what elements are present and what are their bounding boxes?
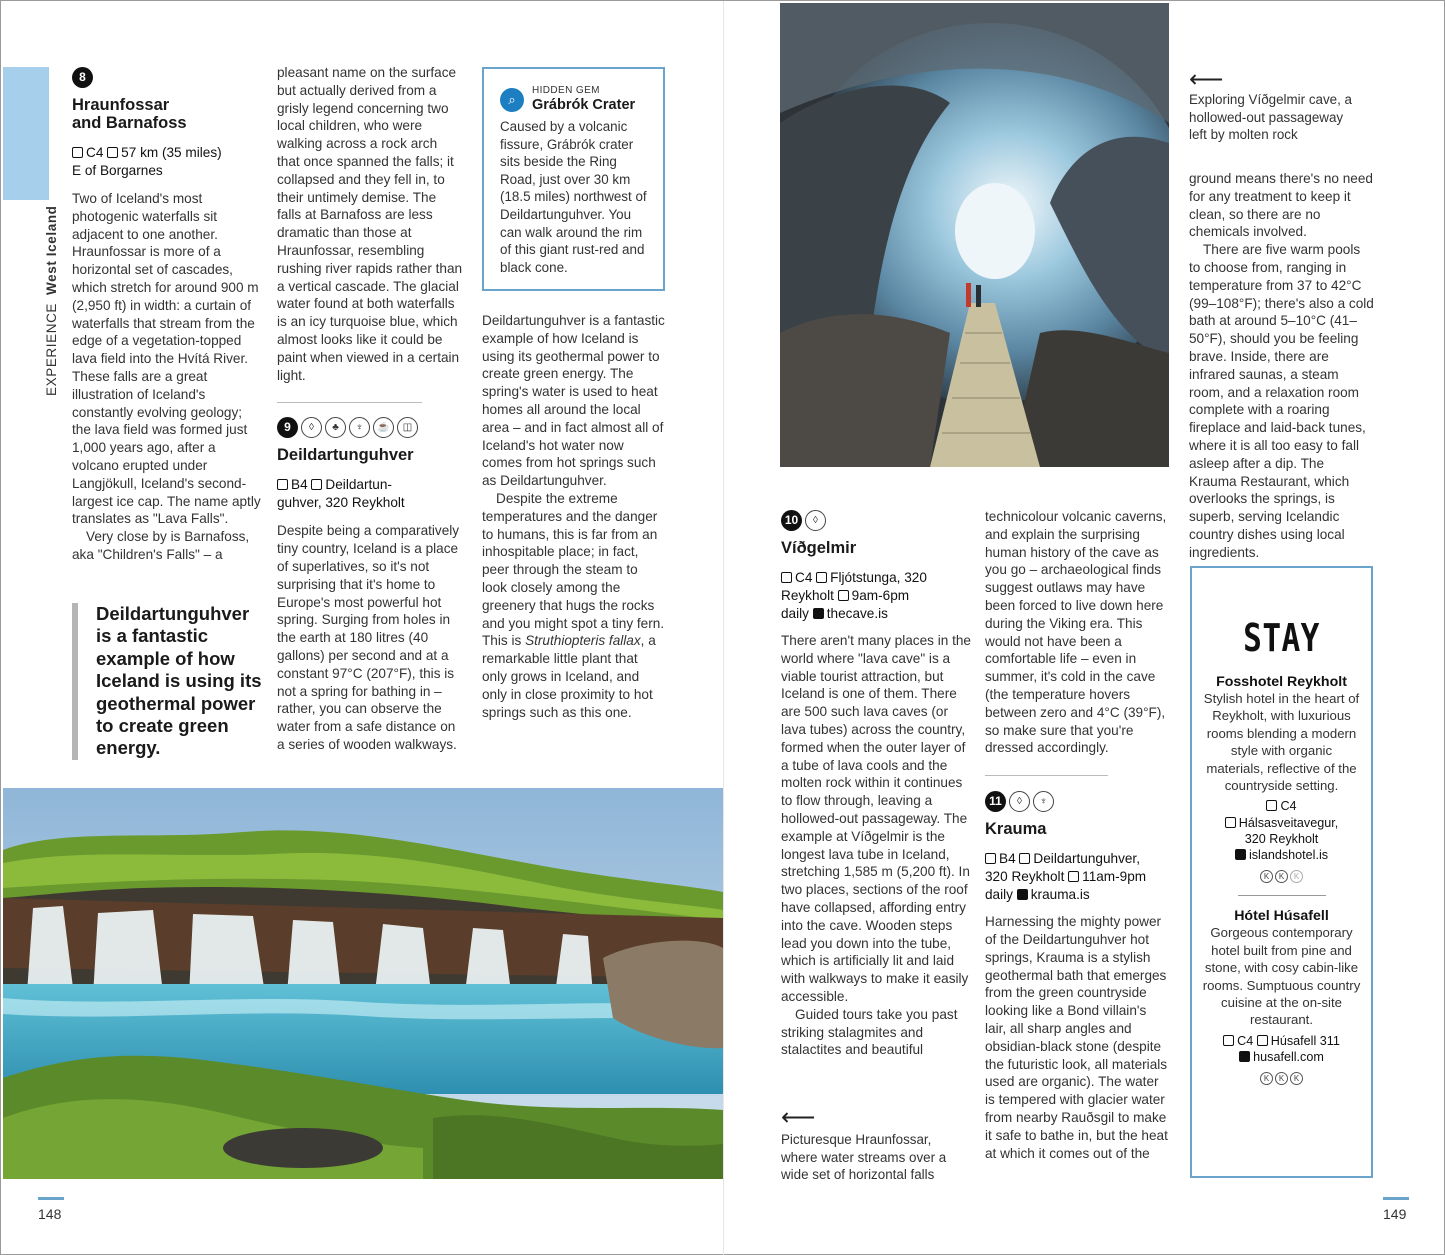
entry-body-vidgelmir: There aren't many places in the world where "lava cave" is a viable tourist attraction, but Iceland is one of them. There are 500 such lava caves (or lava tubes) across the country, formed when the outer layer of a tube of lava cools and the molten rock within it continues to flow through, leaving a hollowed-out passageway. The example at Víðgelmir is the longest lava tube in Iceland, stretching 1,585 m (5,200 ft). In two places, sections of the roof have collapsed, affording entry into the cave. Wooden steps lead you down into the tube, which is artificially lit and laid with walkways to make it easily accessible. Guided tours take you past striking stalagmites and stalactites and beautiful [781, 633, 971, 1058]
column-vidgelmir [781, 510, 971, 1059]
entry-header-vidgelmir [781, 510, 971, 531]
waterfall-caption: ⟵ Picturesque Hraunfossar, where water streams over a wide set of horizontal falls [781, 1107, 961, 1184]
arrow-left-icon: ⟵ [1189, 65, 1224, 93]
hidden-gem-label: HIDDEN GEM [532, 85, 600, 96]
entry-header-deildartunguhver [277, 417, 463, 438]
page-number-bar [1383, 1197, 1409, 1200]
hotel-info: C4 Húsafell 311 husafell.com K K K [1192, 1033, 1371, 1086]
spa-icon: ◊ [1009, 791, 1030, 812]
entry-body-deildartunguhver-3: Despite the extreme temperatures and the danger to humans, this is far from an inhospitable place; in fact, peer through the steam to look closely among the greenery that hugs the rocks and you might spot a tiny fern. This is Struthiopteris fallax, a remarkable little plant that only grows in Iceland, and only in close proximity to hot springs such as this one. [482, 490, 665, 720]
column-2 [277, 64, 463, 754]
pull-quote: Deildartunguhver is a fantastic example of how Iceland is using its geothermal power to create green energy. [72, 603, 262, 760]
section-rule [985, 775, 1108, 776]
shop-icon: ◫ [397, 417, 418, 438]
entry-body-deildartunguhver-2: Deildartunguhver is a fantastic example of how Iceland is using its geothermal power to create green energy. The spring's water is used to heat homes all around the local area – and in fact almost all of Iceland's hot water now comes from hot springs such as Deildartunguhver. [482, 313, 665, 489]
hidden-gem-box [482, 67, 665, 291]
map-icon [781, 572, 792, 583]
map-icon [1223, 1035, 1234, 1046]
website-icon [813, 608, 824, 619]
hot-spring-icon: ◊ [301, 417, 322, 438]
hotel-description: Stylish hotel in the heart of Reykholt, with luxurious rooms blending a modern style with organic materials, reflective of the countryside setting. [1203, 691, 1360, 794]
website-icon [1017, 889, 1028, 900]
page-number-right: 149 [1383, 1197, 1409, 1222]
hraunfossar-photo [3, 788, 723, 1179]
cafe-icon: ☕ [373, 417, 394, 438]
price-rating: K K K [1192, 1069, 1371, 1085]
vidgelmir-cave-photo [780, 3, 1169, 467]
chapter-label-main: EXPERIENCE [44, 302, 59, 396]
restaurant-icon: ♆ [1033, 791, 1054, 812]
website-icon [1239, 1051, 1250, 1062]
stay-box [1190, 566, 1373, 1178]
stay-divider [1238, 895, 1326, 896]
restaurant-icon: ♆ [349, 417, 370, 438]
address-icon [816, 572, 827, 583]
hotel-description: Gorgeous contemporary hotel built from pine and stone, with cosy cabin-like rooms. Sumptuous country cuisine at the on-site restaurant. [1202, 925, 1361, 1028]
nature-icon: ♣ [325, 417, 346, 438]
page-number-bar [38, 1197, 64, 1200]
website-icon [1235, 849, 1246, 860]
hidden-gem-title: Grábrók Crater [532, 97, 636, 113]
cave-caption: ⟵ Exploring Víðgelmir cave, a hollowed-out passageway left by molten rock [1189, 69, 1364, 144]
entry-body-vidgelmir-continued: technicolour volcanic caverns, and explain the surprising human history of the cave as you go – archaeological finds suggest outlaws may have been forced to live down here during the Viking era. This would not have been a comfortable life – even in summer, it's cold in the cave (the temperature hovers between zero and 4°C (39°F), so make sure that you're dressed accordingly. [985, 509, 1167, 756]
address-icon [1225, 817, 1236, 828]
entry-number-10: 10 [781, 510, 802, 531]
chapter-label [44, 205, 59, 396]
map-icon [985, 853, 996, 864]
entry-number-8: 8 [72, 67, 93, 88]
column-krauma [985, 508, 1171, 1162]
column-krauma-continued: ground means there's no need for any treatment to keep it clean, so there are no chemicals involved. There are five warm pools to choose from, ranging in temperature from 37 to 42°C (99–108°F); there's also a cold bath at around 5–10°C (41–50°F), should you be feeling brave. Inside, there are infrared saunas, a steam room, and a relaxation room complete with a roaring fireplace and laid-back tunes, where it is all too easy to fall asleep after a dip. The Krauma Restaurant, which overlooks the springs, is superb, serving Icelandic country dishes using local ingredients. [1189, 171, 1374, 560]
entry-number-9: 9 [277, 417, 298, 438]
entry-title-hraunfossar: Hraunfossar and Barnafoss [72, 96, 187, 132]
address-icon [1019, 853, 1030, 864]
page-number-left: 148 [38, 1197, 64, 1222]
entry-info-krauma: B4 Deildartunguhver, 320 Reykholt 11am-9pm daily krauma.is [985, 851, 1147, 903]
address-icon [311, 479, 322, 490]
entry-body-hraunfossar: Two of Iceland's most photogenic waterfalls sit adjacent to one another. Hraunfossar is more of a horizontal set of cascades, which stretch for around 900 m (2,950 ft) in width: a curtain of waterfalls that stream from the edge of a vegetation-topped lava field into the Hvítá River. These falls are a great illustration of Iceland's constantly evolving geology; the lava field was formed just 1,000 years ago, after a volcano erupted under Langjökull, Iceland's second-largest ice cap. The name aptly translates as "Lava Falls". Very close by is Barnafoss, aka "Children's Falls" – a [72, 191, 261, 562]
entry-title-krauma: Krauma [985, 820, 1047, 839]
entry-info-deildartunguhver: B4 Deildartun- guhver, 320 Reykholt [277, 477, 405, 511]
address-icon [1257, 1035, 1268, 1046]
entry-body-krauma: Harnessing the mighty power of the Deildartunguhver hot springs, Krauma is a stylish geothermal bath that emerges from the green countryside looking like a Bond villain's lair, all sharp angles and obsidian-black stone (despite the futuristic look, all materials used are organic). The water is tempered with glacier water from nearby Rauðsgil to make it safe to bathe in, but the heat at which it comes out of the [985, 914, 1168, 1161]
cave-icon: ◊ [805, 510, 826, 531]
hotel-info: C4 Hálsasveitavegur, 320 Reykholt islandshotel.is K K K [1192, 798, 1371, 883]
section-rule [277, 402, 422, 403]
entry-info-vidgelmir: C4 Fljótstunga, 320 Reykholt 9am-6pm daily thecave.is [781, 570, 927, 621]
address-icon [107, 147, 118, 158]
spine-divider [723, 1, 724, 1255]
hotel-name: Hótel Húsafell [1234, 908, 1329, 925]
entry-number-11: 11 [985, 791, 1006, 812]
clock-icon [838, 590, 849, 601]
hidden-gem-text: Caused by a volcanic fissure, Grábrók crater sits beside the Ring Road, just over 30 km (18.5 miles) northwest of Deildartunguhver. You can walk around the rim of this giant rust-red and black cone. [500, 119, 647, 275]
map-icon [277, 479, 288, 490]
stay-heading: STAY [1243, 616, 1320, 660]
entry-title-deildartunguhver: Deildartunguhver [277, 446, 414, 465]
hotel-name: Fosshotel Reykholt [1216, 674, 1347, 690]
entry-body-deildartunguhver: Despite being a comparatively tiny country, Iceland is a place of superlatives, so it's not surprising that it's home to Europe's most powerful hot spring. Surging from holes in the earth at 180 litres (40 gallons) per second and at a constant 97°C (207°F), this is not a spring for bathing in – rather, you can observe the water from a safe distance on a series of wooden walkways. [277, 523, 460, 752]
chapter-label-region: West Iceland [44, 205, 59, 295]
entry-title-vidgelmir: Víðgelmir [781, 539, 857, 557]
entry-info-hraunfossar: C4 57 km (35 miles) E of Borgarnes [72, 145, 222, 178]
map-icon [1266, 800, 1277, 811]
entry-body-hraunfossar-continued: pleasant name on the surface but actually derived from a grisly legend concerning two local children, who were walking across a rock arch that once spanned the falls; it collapsed and they fell in, to their untimely demise. The falls at Barnafoss are less dramatic than those at Hraunfossar, resembling rushing river rapids rather than a vertical cascade. The glacial water found at both waterfalls is an icy turquoise blue, which almost looks like it could be paint when viewed in a certain light. [277, 65, 463, 383]
map-icon [72, 147, 83, 158]
price-rating: K K K [1192, 867, 1371, 883]
entry-header-krauma [985, 791, 1171, 812]
arrow-left-icon: ⟵ [781, 1103, 816, 1131]
column-1 [72, 67, 262, 564]
magnifier-icon: ⌕ [500, 88, 524, 112]
column-3 [482, 312, 665, 721]
chapter-tab [3, 67, 49, 200]
clock-icon [1068, 871, 1079, 882]
